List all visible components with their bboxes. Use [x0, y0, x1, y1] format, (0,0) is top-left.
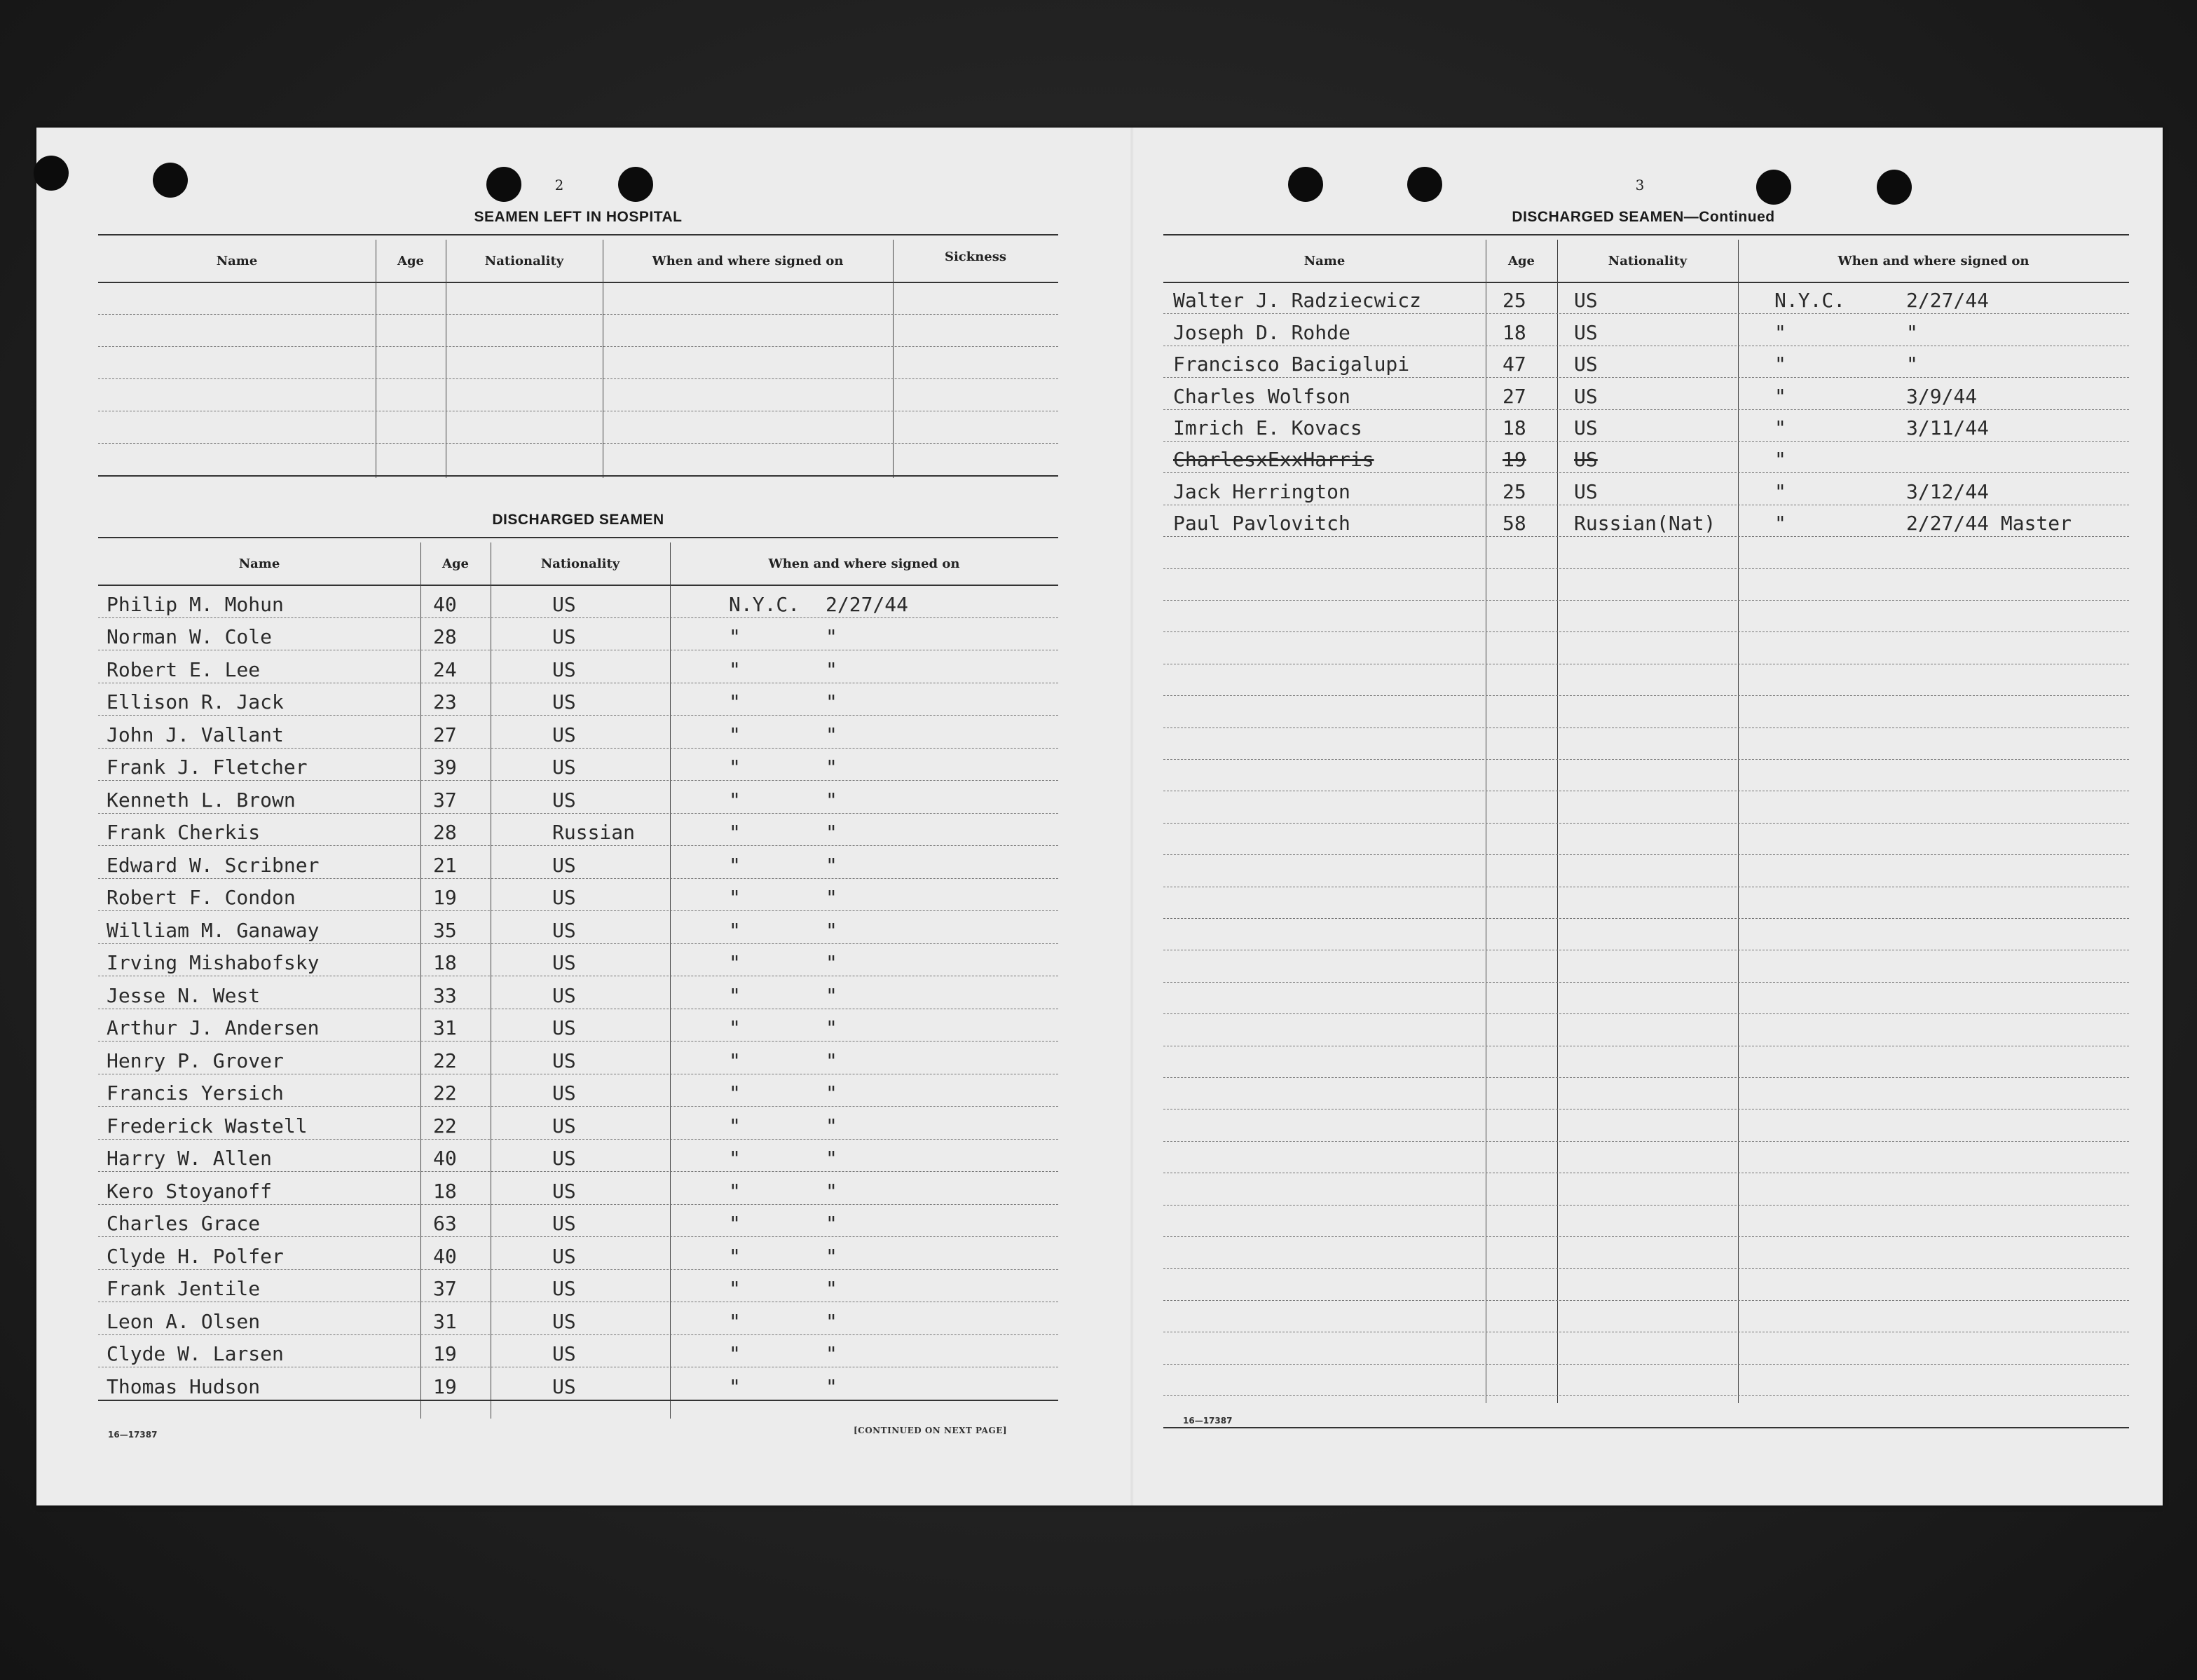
col-header-nationality: Nationality [540, 556, 620, 571]
table-row [98, 780, 1058, 814]
seaman-age: 37 [433, 1277, 457, 1300]
discharged-continued-title: DISCHARGED SEAMEN—Continued [1512, 209, 1775, 225]
signed-on-date: " [826, 1049, 837, 1072]
seaman-age: 18 [1503, 320, 1526, 344]
page-number-left: 2 [554, 177, 564, 193]
seaman-age: 21 [433, 853, 457, 877]
punch-hole [1407, 167, 1442, 202]
seaman-age: 18 [1503, 416, 1526, 439]
header-rule [98, 234, 1058, 235]
signed-on-place: " [729, 690, 741, 713]
signed-on-date: " [826, 1114, 837, 1138]
table-row [98, 411, 1058, 444]
seaman-age: 19 [433, 886, 457, 909]
seaman-name: Harry W. Allen [107, 1147, 273, 1170]
seaman-nationality: US [1574, 384, 1598, 408]
table-row [98, 1171, 1058, 1205]
seaman-nationality: US [552, 1147, 576, 1170]
table-row [98, 314, 1058, 347]
table-row [1163, 1077, 2129, 1109]
header-rule [98, 537, 1058, 538]
seaman-nationality: US [552, 951, 576, 974]
seaman-age: 19 [1503, 448, 1526, 472]
signed-on-date: 3/12/44 [1906, 479, 1990, 503]
signed-on-date: " [826, 1309, 837, 1333]
table-row [1163, 1300, 2129, 1332]
signed-on-date: " [826, 625, 837, 648]
col-header-name: Name [238, 556, 280, 571]
signed-on-place: " [729, 1147, 741, 1170]
signed-on-place: " [1774, 320, 1786, 344]
seaman-age: 63 [433, 1212, 457, 1235]
signed-on-place: " [729, 1016, 741, 1039]
seaman-nationality: US [552, 1016, 576, 1039]
seaman-name: Francis Yersich [107, 1081, 284, 1105]
signed-on-date: " [826, 853, 837, 877]
seaman-age: 24 [433, 657, 457, 681]
col-header-nationality: Nationality [484, 253, 564, 268]
signed-on-date: " [826, 690, 837, 713]
signed-on-place: " [729, 1114, 741, 1138]
seaman-name: Charles Grace [107, 1212, 261, 1235]
seaman-nationality: US [552, 1374, 576, 1398]
hospital-table [98, 240, 1058, 478]
seaman-nationality: US [1574, 353, 1598, 376]
seaman-name: Edward W. Scribner [107, 853, 320, 877]
table-row [1163, 536, 2129, 568]
seaman-nationality: US [552, 1277, 576, 1300]
table-row [1163, 600, 2129, 632]
table-row [1163, 728, 2129, 760]
table-row [98, 1009, 1058, 1042]
header-rule [1163, 234, 2129, 235]
seaman-age: 18 [433, 1179, 457, 1203]
table-row [1163, 1364, 2129, 1396]
table-row [1163, 377, 2129, 409]
seaman-age: 37 [433, 788, 457, 812]
table-row [1163, 982, 2129, 1014]
seaman-nationality: US [552, 592, 576, 616]
seaman-name: Charles Wolfson [1173, 384, 1350, 408]
table-row [1163, 441, 2129, 473]
seaman-age: 19 [433, 1342, 457, 1365]
table-row [98, 378, 1058, 411]
table-row [1163, 282, 2129, 314]
signed-on-place: " [1774, 416, 1786, 439]
col-header-age: Age [442, 556, 469, 571]
table-row [1163, 568, 2129, 601]
signed-on-place: " [729, 788, 741, 812]
seaman-name: Paul Pavlovitch [1173, 512, 1350, 535]
signed-on-place: " [729, 756, 741, 779]
table-row [1163, 631, 2129, 664]
seaman-nationality: US [552, 756, 576, 779]
signed-on-place: " [729, 625, 741, 648]
seaman-nationality: US [552, 657, 576, 681]
seaman-age: 40 [433, 1244, 457, 1268]
seaman-age: 39 [433, 756, 457, 779]
signed-on-date: 3/9/44 [1906, 384, 1978, 408]
signed-on-date: " [826, 886, 837, 909]
signed-on-date: " [826, 918, 837, 942]
seaman-nationality: US [552, 1342, 576, 1365]
table-row [98, 715, 1058, 749]
signed-on-place: " [729, 1277, 741, 1300]
seaman-age: 33 [433, 983, 457, 1007]
signed-on-place: " [729, 821, 741, 844]
signed-on-place: " [729, 1374, 741, 1398]
seaman-name: William M. Ganaway [107, 918, 320, 942]
discharged-table-right [1163, 240, 2129, 1403]
table-row [98, 1106, 1058, 1140]
punch-hole [618, 167, 653, 202]
seaman-name: Robert F. Condon [107, 886, 296, 909]
table-row [98, 443, 1058, 477]
page-fold [1130, 128, 1134, 1505]
seaman-nationality: US [552, 1049, 576, 1072]
seaman-age: 22 [433, 1081, 457, 1105]
punch-hole [34, 156, 69, 191]
table-row [98, 650, 1058, 683]
table-row [98, 1204, 1058, 1238]
seaman-age: 27 [433, 723, 457, 746]
table-row [1163, 887, 2129, 919]
signed-on-place: " [1774, 384, 1786, 408]
punch-hole [1877, 170, 1912, 205]
table-row [1163, 823, 2129, 855]
col-header-signed-on: When and where signed on [652, 253, 844, 268]
signed-on-date: " [826, 1374, 837, 1398]
seaman-nationality: US [1574, 416, 1598, 439]
seaman-age: 27 [1503, 384, 1526, 408]
punch-hole [486, 167, 521, 202]
table-row [1163, 1395, 2129, 1428]
hospital-table-header [98, 240, 1058, 283]
seaman-name: CharlesxExxHarris [1173, 448, 1374, 472]
signed-on-date: " [826, 951, 837, 974]
signed-on-place: " [729, 723, 741, 746]
table-row [98, 1041, 1058, 1074]
table-row [1163, 854, 2129, 887]
seaman-name: Irving Mishabofsky [107, 951, 320, 974]
signed-on-date: " [826, 983, 837, 1007]
signed-on-date: " [826, 723, 837, 746]
punch-hole [153, 163, 188, 198]
seaman-nationality: Russian(Nat) [1574, 512, 1716, 535]
seaman-age: 58 [1503, 512, 1526, 535]
table-row [1163, 505, 2129, 537]
seaman-nationality: US [552, 1212, 576, 1235]
table-row [98, 282, 1058, 315]
signed-on-date: " [826, 1016, 837, 1039]
table-row [98, 1269, 1058, 1303]
table-row [98, 1074, 1058, 1107]
seaman-name: Leon A. Olsen [107, 1309, 261, 1333]
table-row [1163, 759, 2129, 791]
seaman-age: 31 [433, 1016, 457, 1039]
form-code-left: 16—17387 [108, 1430, 158, 1440]
seaman-age: 40 [433, 1147, 457, 1170]
seaman-nationality: US [552, 918, 576, 942]
seaman-name: Imrich E. Kovacs [1173, 416, 1362, 439]
signed-on-date: 2/27/44 [1906, 289, 1990, 313]
signed-on-place: N.Y.C. [1774, 289, 1846, 313]
document-sheet [36, 128, 2163, 1505]
table-row [98, 346, 1058, 379]
seaman-name: Arthur J. Andersen [107, 1016, 320, 1039]
discharged-section-title: DISCHARGED SEAMEN [492, 512, 664, 528]
seaman-nationality: US [552, 983, 576, 1007]
signed-on-place: " [729, 1212, 741, 1235]
seaman-name: Ellison R. Jack [107, 690, 284, 713]
table-row [1163, 313, 2129, 346]
table-row [98, 683, 1058, 716]
col-header-signed-on: When and where signed on [768, 556, 960, 571]
signed-on-date: " [826, 788, 837, 812]
signed-on-place: " [729, 886, 741, 909]
seaman-nationality: US [552, 625, 576, 648]
signed-on-place: " [729, 853, 741, 877]
signed-on-place: " [729, 951, 741, 974]
signed-on-date: " [826, 756, 837, 779]
signed-on-date: 2/27/44 Master [1906, 512, 2072, 535]
seaman-name: Frederick Wastell [107, 1114, 308, 1138]
seaman-nationality: US [1574, 448, 1598, 472]
col-header-sickness: Sickness [944, 250, 1007, 264]
seaman-age: 47 [1503, 353, 1526, 376]
hospital-section-title: SEAMEN LEFT IN HOSPITAL [474, 209, 683, 225]
table-row [98, 1334, 1058, 1368]
signed-on-place: " [729, 1244, 741, 1268]
seaman-nationality: US [552, 723, 576, 746]
table-row [98, 1367, 1058, 1401]
seaman-name: Norman W. Cole [107, 625, 273, 648]
table-row [1163, 1109, 2129, 1141]
signed-on-place: " [1774, 479, 1786, 503]
signed-on-place: " [729, 1049, 741, 1072]
signed-on-date: " [826, 657, 837, 681]
seaman-name: Clyde W. Larsen [107, 1342, 284, 1365]
signed-on-place: " [729, 1081, 741, 1105]
seaman-age: 22 [433, 1114, 457, 1138]
seaman-nationality: US [552, 1309, 576, 1333]
seaman-name: Philip M. Mohun [107, 592, 284, 616]
seaman-nationality: Russian [552, 821, 636, 844]
signed-on-date: " [826, 1244, 837, 1268]
table-row [98, 617, 1058, 651]
seaman-name: Joseph D. Rohde [1173, 320, 1350, 344]
seaman-nationality: US [552, 1244, 576, 1268]
seaman-nationality: US [552, 690, 576, 713]
signed-on-date: 2/27/44 [826, 592, 909, 616]
signed-on-place: N.Y.C. [729, 592, 800, 616]
seaman-nationality: US [552, 853, 576, 877]
seaman-name: Frank Cherkis [107, 821, 261, 844]
col-header-nationality: Nationality [1608, 253, 1688, 268]
table-row [1163, 1013, 2129, 1046]
signed-on-date: " [826, 1147, 837, 1170]
seaman-name: Francisco Bacigalupi [1173, 353, 1410, 376]
signed-on-date: " [826, 1277, 837, 1300]
seaman-name: Clyde H. Polfer [107, 1244, 284, 1268]
table-row [1163, 918, 2129, 950]
seaman-nationality: US [1574, 289, 1598, 313]
seaman-age: 28 [433, 625, 457, 648]
seaman-age: 35 [433, 918, 457, 942]
table-row [98, 748, 1058, 781]
col-header-name: Name [1303, 253, 1346, 268]
seaman-nationality: US [552, 1114, 576, 1138]
table-row [98, 813, 1058, 847]
signed-on-date: " [826, 1342, 837, 1365]
table-row [1163, 1141, 2129, 1173]
punch-hole [1288, 167, 1323, 202]
table-row [1163, 1332, 2129, 1364]
table-row [98, 878, 1058, 912]
seaman-nationality: US [552, 886, 576, 909]
table-row [1163, 472, 2129, 505]
signed-on-date: " [826, 821, 837, 844]
table-row [98, 910, 1058, 944]
signed-on-date: " [1906, 353, 1918, 376]
seaman-age: 40 [433, 592, 457, 616]
signed-on-date: " [826, 1212, 837, 1235]
seaman-age: 19 [433, 1374, 457, 1398]
signed-on-date: " [826, 1179, 837, 1203]
table-row [1163, 346, 2129, 378]
col-header-age: Age [397, 253, 424, 268]
signed-on-date: 3/11/44 [1906, 416, 1990, 439]
signed-on-place: " [1774, 512, 1786, 535]
signed-on-place: " [729, 1309, 741, 1333]
seaman-name: Henry P. Grover [107, 1049, 284, 1072]
seaman-name: Jack Herrington [1173, 479, 1350, 503]
table-row [1163, 409, 2129, 442]
seaman-age: 25 [1503, 289, 1526, 313]
seaman-age: 23 [433, 690, 457, 713]
seaman-name: Jesse N. West [107, 983, 261, 1007]
seaman-nationality: US [1574, 320, 1598, 344]
seaman-name: Kenneth L. Brown [107, 788, 296, 812]
seaman-age: 28 [433, 821, 457, 844]
table-row [98, 976, 1058, 1009]
seaman-name: Walter J. Radziecwicz [1173, 289, 1422, 313]
table-row [1163, 1173, 2129, 1205]
seaman-nationality: US [552, 1081, 576, 1105]
table-row [1163, 695, 2129, 728]
signed-on-place: " [729, 983, 741, 1007]
col-header-signed-on: When and where signed on [1837, 253, 2030, 268]
table-row [98, 1302, 1058, 1335]
signed-on-place: " [729, 1179, 741, 1203]
table-row [98, 943, 1058, 977]
col-header-age: Age [1507, 253, 1535, 268]
signed-on-place: " [1774, 353, 1786, 376]
seaman-age: 22 [433, 1049, 457, 1072]
discharged-table-header [98, 542, 1058, 586]
table-row [1163, 1236, 2129, 1269]
seaman-age: 31 [433, 1309, 457, 1333]
signed-on-date: " [826, 1081, 837, 1105]
discharged-table-header [1163, 240, 2129, 283]
seaman-name: Thomas Hudson [107, 1374, 261, 1398]
table-row [98, 1236, 1058, 1270]
seaman-name: Kero Stoyanoff [107, 1179, 273, 1203]
table-row [1163, 1268, 2129, 1300]
seaman-nationality: US [552, 1179, 576, 1203]
seaman-nationality: US [1574, 479, 1598, 503]
signed-on-place: " [729, 918, 741, 942]
table-row [98, 845, 1058, 879]
table-row [98, 1139, 1058, 1173]
seaman-age: 25 [1503, 479, 1526, 503]
signed-on-place: " [729, 1342, 741, 1365]
signed-on-place: " [729, 657, 741, 681]
seaman-age: 18 [433, 951, 457, 974]
page-number-right: 3 [1635, 177, 1645, 193]
seaman-name: Frank J. Fletcher [107, 756, 308, 779]
continued-note: [CONTINUED ON NEXT PAGE] [854, 1426, 1008, 1435]
col-header-name: Name [216, 253, 258, 268]
table-row [1163, 1205, 2129, 1237]
table-row [1163, 791, 2129, 823]
seaman-name: Robert E. Lee [107, 657, 261, 681]
signed-on-date: " [1906, 320, 1918, 344]
table-row [1163, 1046, 2129, 1078]
table-row [98, 585, 1058, 618]
seaman-nationality: US [552, 788, 576, 812]
table-row [1163, 950, 2129, 982]
form-code-right: 16—17387 [1183, 1416, 1233, 1426]
seaman-name: John J. Vallant [107, 723, 284, 746]
signed-on-place: " [1774, 448, 1786, 472]
punch-hole [1756, 170, 1791, 205]
discharged-table-left [98, 542, 1058, 1419]
seaman-name: Frank Jentile [107, 1277, 261, 1300]
table-row [1163, 664, 2129, 696]
